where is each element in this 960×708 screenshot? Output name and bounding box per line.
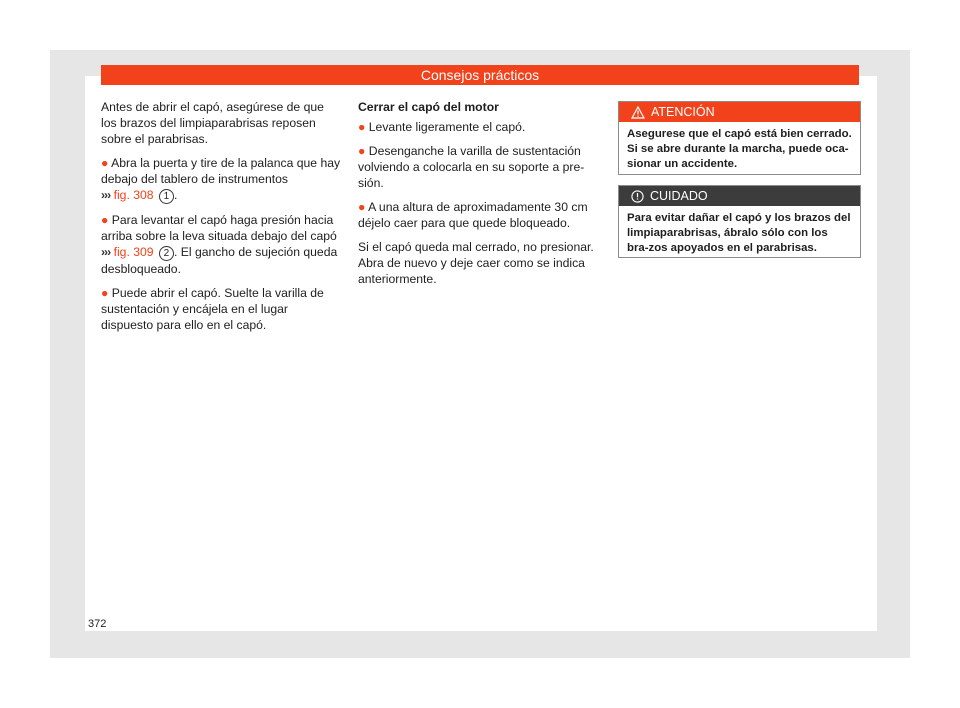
caution-text: Para evitar dañar el capó y los brazos del limpiaparabrisas, ábralo sólo con los bra-zos apoyados en el parabrisas. — [627, 212, 851, 254]
section-header: Consejos prácticos — [101, 65, 859, 85]
bullet-icon: ● — [358, 200, 366, 214]
info-circle-icon — [631, 189, 644, 209]
caution-title: CUIDADO — [650, 189, 708, 203]
step-item — [101, 212, 341, 277]
step-text: Puede abrir el capó. Suelte la varilla de sustentación y encájela en el lugar dispuesto para ello en el capó. — [101, 286, 324, 332]
bullet-icon: ● — [101, 156, 109, 170]
caution-box — [618, 185, 861, 258]
callout-number: 2 — [159, 246, 174, 261]
step-item — [358, 119, 594, 135]
step-text: Levante ligeramente el capó. — [368, 120, 526, 134]
bullet-icon: ● — [358, 120, 366, 134]
bullet-icon: ● — [358, 144, 366, 158]
warning-triangle-icon — [631, 105, 645, 125]
intro-paragraph: Antes de abrir el capó, asegúrese de que los brazos del limpiaparabrisas reposen sobre el parabrisas. — [101, 100, 324, 146]
warning-box — [618, 101, 861, 175]
step-text: Para levantar el capó haga presión hacia arriba sobre la leva situada debajo del capó — [101, 213, 337, 243]
step-tail: . El gancho de sujeción queda desbloqueado. — [101, 245, 338, 276]
step-text: Desenganche la varilla de sustentación volviendo a colocarla en su soporte a pre-sión. — [358, 144, 585, 190]
callout-number: 1 — [159, 189, 174, 204]
bullet-icon: ● — [101, 286, 109, 300]
left-column — [101, 99, 341, 341]
subsection-title: Cerrar el capó del motor — [358, 100, 499, 114]
reference-arrows: ››› — [101, 188, 111, 202]
step-text: Abra la puerta y tire de la palanca que hay debajo del tablero de instrumentos — [101, 156, 341, 186]
figure-link[interactable]: fig. 308 — [113, 188, 154, 202]
warning-header — [619, 102, 860, 122]
warning-title: ATENCIÓN — [651, 105, 715, 119]
caution-header — [619, 186, 860, 206]
step-text: A una altura de aproximadamente 30 cm déjelo caer para que quede bloqueado. — [358, 200, 588, 230]
warning-text: Asegurese que el capó está bien cerrado. Si se abre durante la marcha, puede oca-sionar un accidente. — [627, 128, 852, 170]
closing-paragraph: Si el capó queda mal cerrado, no presionar. Abra de nuevo y deje caer como se indica anteriormente. — [358, 240, 594, 286]
step-item — [358, 143, 594, 191]
figure-link[interactable]: fig. 309 — [113, 245, 154, 259]
step-item — [358, 199, 594, 231]
step-item — [101, 155, 341, 204]
step-tail: . — [173, 188, 178, 202]
middle-column — [358, 99, 594, 295]
step-item — [101, 285, 341, 333]
page-number: 372 — [88, 618, 107, 630]
reference-arrows: ››› — [101, 245, 111, 259]
bullet-icon: ● — [101, 213, 109, 227]
